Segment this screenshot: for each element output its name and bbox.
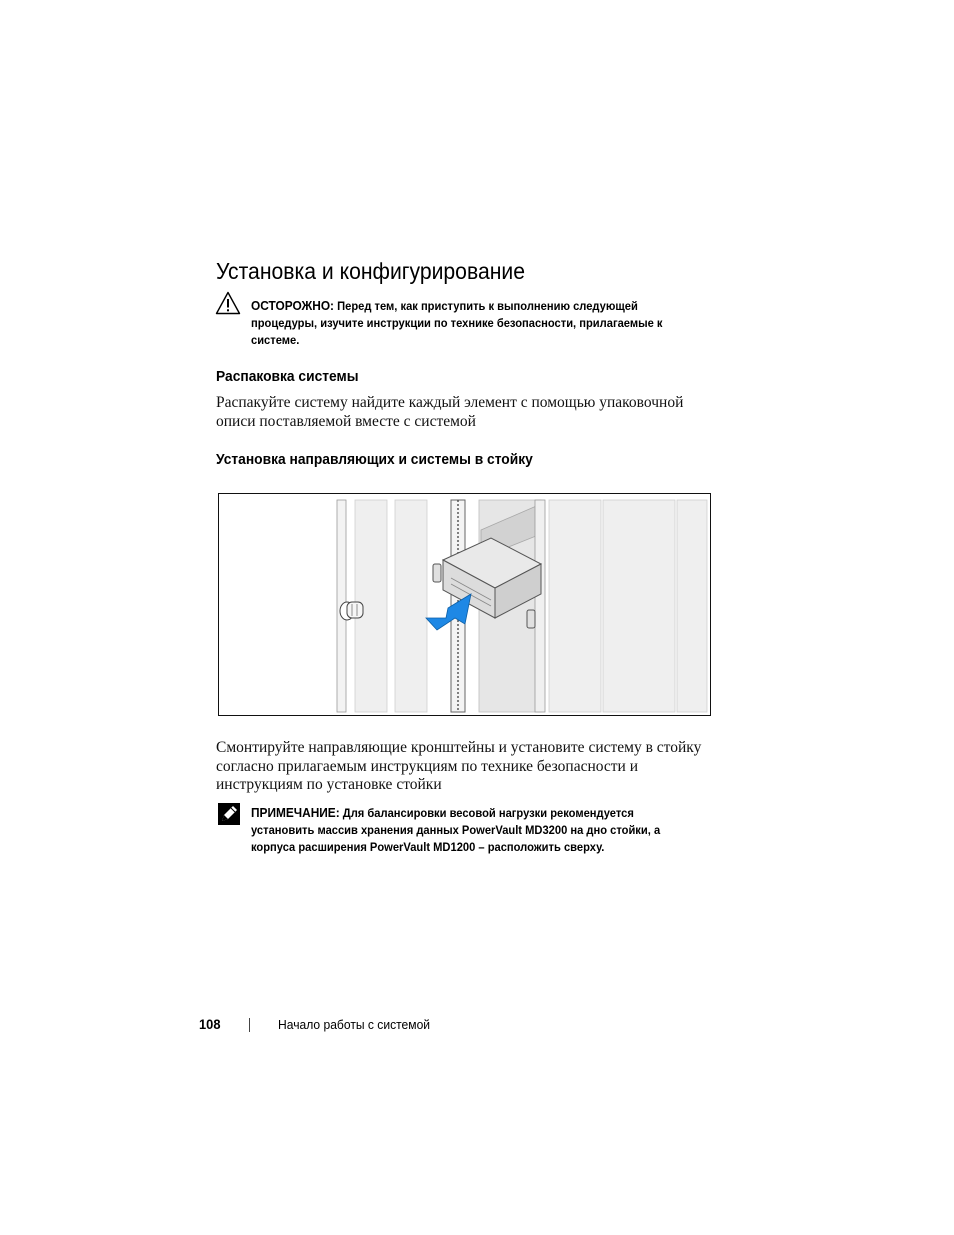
rack-install-illustration bbox=[218, 493, 711, 716]
footer-title: Начало работы с системой bbox=[278, 1017, 431, 1032]
note-pencil-icon bbox=[218, 803, 240, 825]
caution-label: ОСТОРОЖНО: bbox=[251, 298, 335, 313]
footer-separator bbox=[249, 1018, 250, 1032]
note-line-2: установить массив хранения данных PowerVault MD3200 на дно стойки, а bbox=[251, 823, 661, 838]
caution-line-2: процедуры, изучите инструкции по технике безопасности, прилагаемые к bbox=[251, 316, 663, 331]
chassis-ear bbox=[527, 610, 535, 628]
paragraph-line: согласно прилагаемым инструкциям по технике безопасности и bbox=[216, 757, 638, 775]
paragraph-line: Распакуйте систему найдите каждый элемент с помощью упаковочной bbox=[216, 394, 684, 411]
section-heading-rack-install: Установка направляющих и системы в стойку bbox=[216, 451, 533, 468]
rack-drawing bbox=[219, 494, 711, 716]
note-line-1: Для балансировки весовой нагрузки рекомендуется bbox=[342, 806, 634, 820]
rack-panel bbox=[395, 500, 427, 712]
chassis-ear bbox=[433, 564, 441, 582]
paragraph-line: описи поставляемой вместе с системой bbox=[216, 412, 476, 430]
section-body-unpacking bbox=[216, 394, 683, 431]
section-body-rack-install bbox=[216, 739, 701, 795]
note-label: ПРИМЕЧАНИЕ: bbox=[251, 805, 340, 820]
warning-triangle-icon bbox=[215, 291, 241, 315]
page-number: 108 bbox=[199, 1016, 221, 1032]
page-title: Установка и конфигурирование bbox=[216, 258, 526, 284]
paragraph-line: инструкциям по установке стойки bbox=[216, 776, 442, 793]
caution-line-1: Перед тем, как приступить к выполнению следующей bbox=[337, 299, 638, 313]
section-heading-unpacking: Распаковка системы bbox=[216, 368, 359, 385]
rack-panel bbox=[603, 500, 675, 712]
rail-latch bbox=[340, 602, 363, 620]
note-line-3: корпуса расширения PowerVault MD1200 – расположить сверху. bbox=[251, 840, 605, 855]
paragraph-line: Смонтируйте направляющие кронштейны и установите систему в стойку bbox=[216, 739, 702, 756]
caution-line-3: системе. bbox=[251, 333, 300, 348]
rack-panel bbox=[549, 500, 601, 712]
rack-panel bbox=[677, 500, 707, 712]
rack-post bbox=[535, 500, 545, 712]
caution-block bbox=[251, 297, 663, 350]
note-block bbox=[251, 804, 660, 857]
